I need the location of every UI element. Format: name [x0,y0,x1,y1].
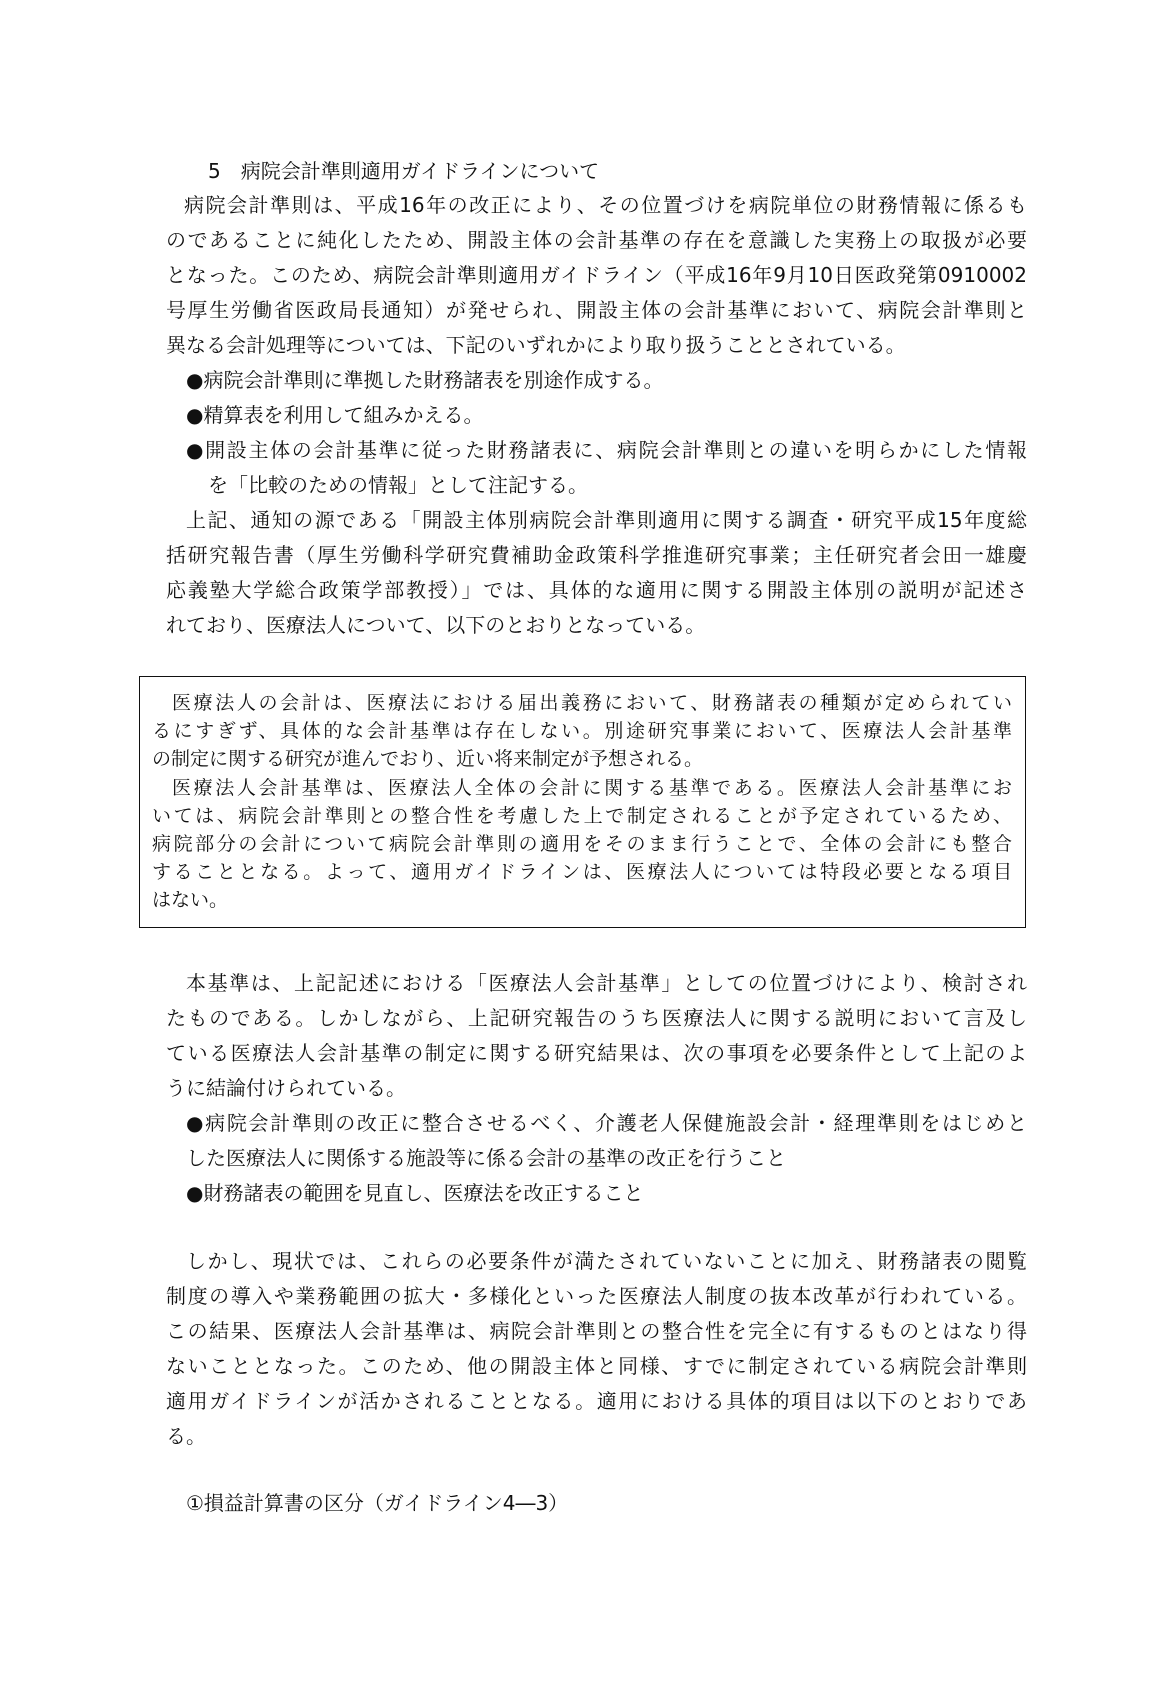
bullet-item: ●財務諸表の範囲を見直し、医療法を改正すること [186,1181,644,1205]
paragraph-line: たものである。しかしながら、上記研究報告のうち医療法人に関する説明において言及し [166,1006,1027,1030]
box-line: はない。 [152,889,229,911]
subsection-heading: ①損益計算書の区分（ガイドライン4―3） [186,1491,569,1515]
intro-line: 異なる会計処理等については、下記のいずれかにより取り扱うこととされている。 [166,333,906,357]
paragraph-line: 適用ガイドラインが活かされることとなる。適用における具体的項目は以下のとおりであ [166,1389,1027,1413]
paragraph-line: うに結論付けられている。 [166,1076,406,1100]
paragraph-line: ないこととなった。このため、他の開設主体と同様、すでに制定されている病院会計準則 [166,1354,1027,1378]
paragraph-line: 本基準は、上記記述における「医療法人会計基準」としての位置づけにより、検討され [186,971,1027,995]
quoted-excerpt-box [139,676,1026,928]
box-line: 病院部分の会計について病院会計準則の適用をそのまま行うことで、全体の会計にも整合 [152,833,1012,855]
intro-line: 号厚生労働省医政局長通知）が発せられ、開設主体の会計基準において、病院会計準則と [166,298,1027,322]
paragraph-line: る。 [166,1424,206,1448]
paragraph-line: れており、医療法人について、以下のとおりとなっている。 [166,613,706,637]
box-line: 医療法人の会計は、医療法における届出義務において、財務諸表の種類が定められてい [172,692,1012,714]
section-heading: 5 病院会計準則適用ガイドラインについて [208,159,600,183]
bullet-item: ●開設主体の会計基準に従った財務諸表に、病院会計準則との違いを明らかにした情報 [186,438,1027,462]
box-line: することとなる。よって、適用ガイドラインは、医療法人については特段必要となる項目 [152,861,1012,883]
box-line: いては、病院会計準則との整合性を考慮した上で制定されることが予定されているため、 [152,805,1012,827]
bullet-item: ●病院会計準則の改正に整合させるべく、介護老人保健施設会計・経理準則をはじめと [186,1111,1027,1135]
paragraph-line: しかし、現状では、これらの必要条件が満たされていないことに加え、財務諸表の閲覧 [186,1249,1027,1273]
bullet-item-continued: を「比較のための情報」として注記する。 [208,473,588,497]
box-line: 医療法人会計基準は、医療法人全体の会計に関する基準である。医療法人会計基準にお [172,777,1012,799]
bullet-item: ●精算表を利用して組みかえる。 [186,403,484,427]
box-line: るにすぎず、具体的な会計基準は存在しない。別途研究事業において、医療法人会計基準 [152,720,1012,742]
paragraph-line: 応義塾大学総合政策学部教授）」では、具体的な適用に関する開設主体別の説明が記述さ [166,578,1027,602]
paragraph-line: 括研究報告書（厚生労働科学研究費補助金政策科学推進研究事業；主任研究者会田一雄慶 [166,543,1027,567]
bullet-item: ●病院会計準則に準拠した財務諸表を別途作成する。 [186,368,664,392]
box-line: の制定に関する研究が進んでおり、近い将来制定が予想される。 [152,748,704,770]
intro-line: 病院会計準則は、平成16年の改正により、その位置づけを病院単位の財務情報に係るも [184,193,1027,217]
intro-line: のであることに純化したため、開設主体の会計基準の存在を意識した実務上の取扱が必要 [166,228,1027,252]
paragraph-line: この結果、医療法人会計基準は、病院会計準則との整合性を完全に有するものとはなり得 [166,1319,1027,1343]
paragraph-line: ている医療法人会計基準の制定に関する研究結果は、次の事項を必要条件として上記のよ [166,1041,1027,1065]
paragraph-line: 上記、通知の源である「開設主体別病院会計準則適用に関する調査・研究平成15年度総 [186,508,1027,532]
intro-line: となった。このため、病院会計準則適用ガイドライン（平成16年9月10日医政発第0910002 [166,263,1027,287]
paragraph-line: 制度の導入や業務範囲の拡大・多様化といった医療法人制度の抜本改革が行われている。 [166,1284,1027,1308]
bullet-item-continued: した医療法人に関係する施設等に係る会計の基準の改正を行うこと [186,1146,786,1170]
